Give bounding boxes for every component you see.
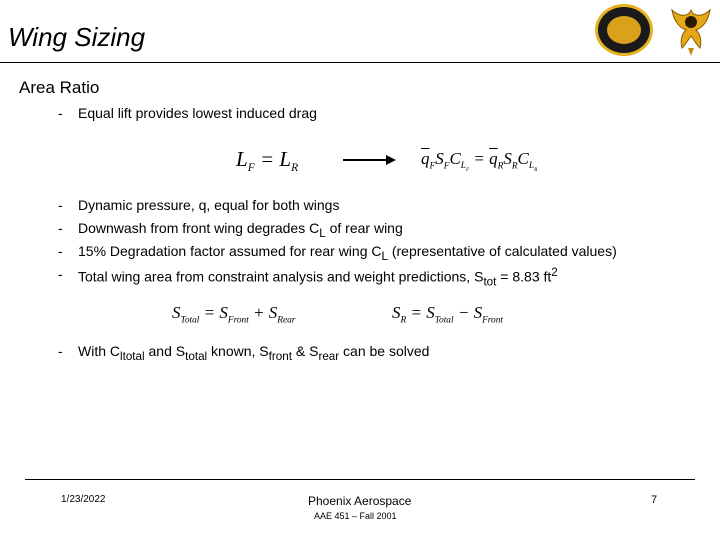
bullet-text: With $C_{ltotal}$ and $S_{total}$ known, $S_{front}$ & $S_{rear}$ can be solved: [78, 343, 430, 363]
bullet-text: Downwash from front wing degrades $C_L$ of rear wing: [78, 220, 403, 240]
phoenix-bird-logo-icon: [668, 4, 714, 58]
footer-course: AAE 451 – Fall 2001: [314, 511, 397, 521]
bullet-dash: -: [58, 197, 63, 213]
bullet-dash: -: [58, 343, 63, 359]
logo-oval-center: [607, 16, 641, 44]
bullet-item: [0, 266, 720, 289]
equation-lift-expanded: $\overline{q}_FS_FC_{L_F} = \overline{q}_RS_RC_{L_R}$: [421, 149, 538, 174]
equation-lift-equal: $L_F = L_R$: [236, 147, 299, 175]
bullet-dash: -: [58, 105, 63, 121]
bullet-text: Total wing area from constraint analysis and weight predictions, $S_{tot} = 8.83$ $ft^2$: [78, 266, 558, 289]
slide-title: Wing Sizing: [8, 22, 146, 52]
bullet-item: [0, 220, 720, 240]
page-number: 7: [651, 494, 658, 506]
bullet-dash: -: [58, 243, 63, 259]
bullet-item: [0, 243, 720, 263]
footer-date: 1/23/2022: [61, 494, 106, 505]
bullet-text: Dynamic pressure, q, equal for both wings: [78, 197, 340, 213]
section-heading: Area Ratio: [19, 78, 100, 97]
bullet-text: Equal lift provides lowest induced drag: [78, 105, 317, 121]
team-oval-logo-icon: [595, 4, 653, 56]
implies-arrow-line: [343, 159, 387, 161]
footer-divider: [25, 479, 695, 480]
footer-company: Phoenix Aerospace: [308, 494, 412, 508]
bullet-text: 15% Degradation factor assumed for rear wing $C_L$ (representative of calculated values): [78, 243, 617, 263]
bullet-dash: -: [58, 220, 63, 236]
title-divider: [0, 62, 720, 63]
bullet-item: [0, 343, 720, 363]
implies-arrow-icon: [386, 155, 396, 165]
equation-rear-area: $S_R = S_{Total} - S_{Front}$: [392, 303, 503, 326]
bullet-item: [0, 197, 720, 217]
bullet-item: [0, 105, 720, 125]
bullet-dash: -: [58, 266, 63, 282]
equation-total-area: $S_{Total} = S_{Front} + S_{Rear}$: [172, 303, 296, 326]
